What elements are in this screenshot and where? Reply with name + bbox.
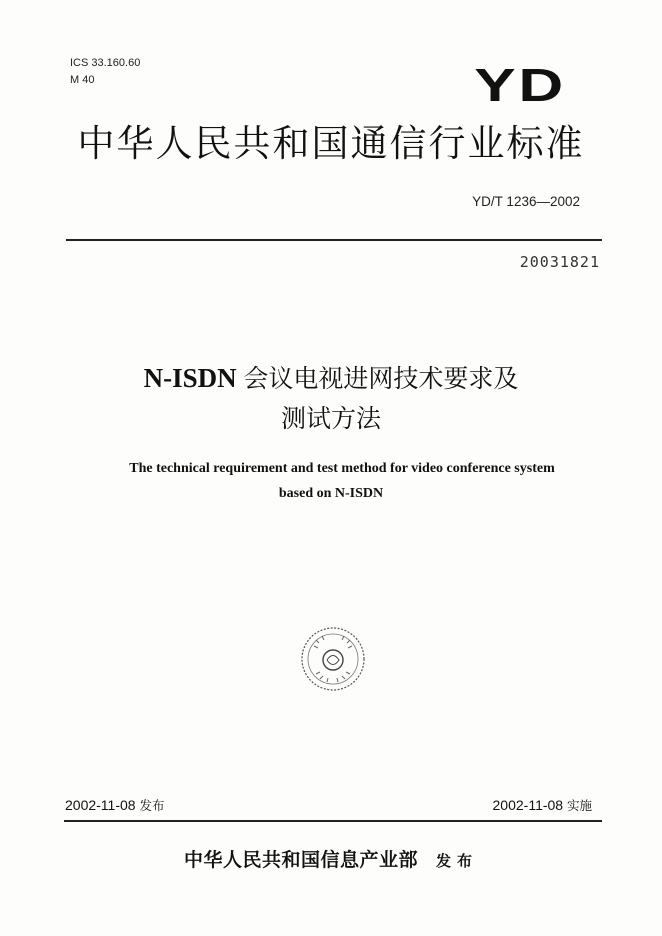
chinese-title-latin: N-ISDN bbox=[143, 363, 244, 393]
top-divider bbox=[66, 239, 602, 241]
effective-date-block bbox=[493, 796, 592, 814]
chinese-title-line-1 bbox=[0, 358, 662, 399]
english-title bbox=[0, 456, 662, 506]
chinese-title-line-2: 测试方法 bbox=[280, 404, 381, 433]
ics-code: ICS 33.160.60 bbox=[70, 57, 141, 69]
effective-label: 实施 bbox=[566, 798, 592, 813]
standard-title: 中华人民共和国通信行业标准 bbox=[77, 122, 585, 165]
classification-code: M 40 bbox=[70, 74, 95, 86]
english-title-line-1: The technical requirement and test method for video conference system bbox=[129, 461, 555, 476]
issuer-line bbox=[0, 845, 662, 872]
issuer-verb: 发布 bbox=[436, 852, 479, 870]
issue-date: 2002-11-08 bbox=[65, 797, 136, 813]
official-seal-icon bbox=[300, 626, 366, 692]
chinese-title bbox=[0, 358, 662, 439]
standard-number: YD/T 1236—2002 bbox=[472, 194, 580, 209]
issue-date-block bbox=[65, 796, 164, 814]
chinese-title-rest: 会议电视进网技术要求及 bbox=[243, 364, 519, 393]
serial-number: 20031821 bbox=[519, 253, 600, 271]
effective-date: 2002-11-08 bbox=[492, 797, 564, 813]
issuer-name: 中华人民共和国信息产业部 bbox=[183, 849, 418, 871]
classification-block bbox=[70, 55, 140, 89]
yd-logo: YD bbox=[474, 59, 566, 111]
english-title-line-2: based on N-ISDN bbox=[278, 486, 384, 501]
bottom-divider bbox=[64, 820, 602, 822]
issue-label: 发布 bbox=[139, 798, 165, 813]
